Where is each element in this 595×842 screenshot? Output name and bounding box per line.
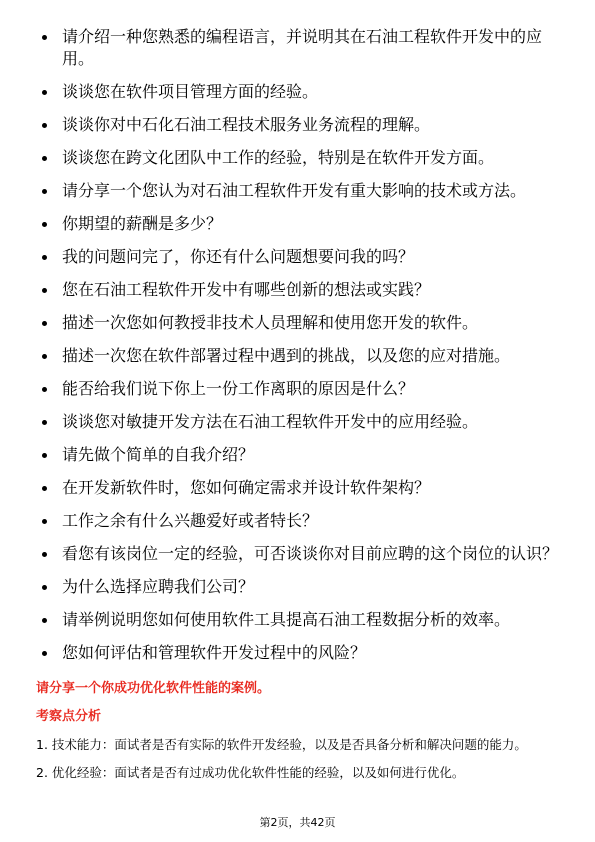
analysis-item: 2. 优化经验：面试者是否有过成功优化软件性能的经验，以及如何进行优化。 bbox=[36, 765, 465, 780]
list-item bbox=[40, 279, 565, 301]
question-text: 请分享一个您认为对石油工程软件开发有重大影响的技术或方法。 bbox=[62, 181, 527, 200]
question-text: 请介绍一种您熟悉的编程语言，并说明其在石油工程软件开发中的应用。 bbox=[62, 27, 543, 68]
list-item bbox=[40, 213, 565, 235]
bullet-icon bbox=[42, 288, 47, 293]
question-text: 为什么选择应聘我们公司？ bbox=[62, 577, 255, 596]
list-item bbox=[40, 543, 565, 565]
bullet-icon bbox=[42, 156, 47, 161]
bullet-icon bbox=[42, 387, 47, 392]
list-item bbox=[40, 642, 565, 664]
question-text: 谈谈您在软件项目管理方面的经验。 bbox=[62, 82, 319, 101]
question-text: 谈谈你对中石化石油工程技术服务业务流程的理解。 bbox=[62, 115, 431, 134]
question-text: 谈谈您在跨文化团队中工作的经验，特别是在软件开发方面。 bbox=[62, 148, 495, 167]
bullet-icon bbox=[42, 90, 47, 95]
interview-question-list bbox=[40, 26, 565, 675]
question-text: 描述一次您在软件部署过程中遇到的挑战，以及您的应对措施。 bbox=[62, 346, 511, 365]
list-item bbox=[40, 114, 565, 136]
bullet-icon bbox=[42, 255, 47, 260]
question-text: 能否给我们说下你上一份工作离职的原因是什么？ bbox=[62, 379, 415, 398]
list-item bbox=[40, 345, 565, 367]
list-item bbox=[40, 576, 565, 598]
list-item bbox=[40, 444, 565, 466]
question-text: 谈谈您对敏捷开发方法在石油工程软件开发中的应用经验。 bbox=[62, 412, 479, 431]
bullet-icon bbox=[42, 189, 47, 194]
bullet-icon bbox=[42, 453, 47, 458]
question-text: 请举例说明您如何使用软件工具提高石油工程数据分析的效率。 bbox=[62, 610, 511, 629]
highlighted-question: 请分享一个你成功优化软件性能的案例。 bbox=[36, 681, 271, 696]
list-item bbox=[40, 180, 565, 202]
list-item bbox=[40, 609, 565, 631]
analysis-section-title: 考察点分析 bbox=[36, 709, 102, 724]
list-item bbox=[40, 510, 565, 532]
bullet-icon bbox=[42, 35, 47, 40]
bullet-icon bbox=[42, 519, 47, 524]
page-number: 第2页，共42页 bbox=[259, 816, 336, 829]
question-text: 请先做个简单的自我介绍？ bbox=[62, 445, 255, 464]
bullet-icon bbox=[42, 354, 47, 359]
list-item bbox=[40, 81, 565, 103]
bullet-icon bbox=[42, 651, 47, 656]
bullet-icon bbox=[42, 552, 47, 557]
bullet-icon bbox=[42, 486, 47, 491]
list-item bbox=[40, 312, 565, 334]
question-text: 您在石油工程软件开发中有哪些创新的想法或实践？ bbox=[62, 280, 431, 299]
bullet-icon bbox=[42, 222, 47, 227]
list-item bbox=[40, 246, 565, 268]
list-item bbox=[40, 411, 565, 433]
bullet-icon bbox=[42, 618, 47, 623]
list-item bbox=[40, 26, 565, 70]
question-text: 在开发新软件时，您如何确定需求并设计软件架构？ bbox=[62, 478, 431, 497]
list-item bbox=[40, 147, 565, 169]
analysis-item: 1. 技术能力：面试者是否有实际的软件开发经验，以及是否具备分析和解决问题的能力。 bbox=[36, 737, 527, 752]
analysis-list bbox=[36, 733, 561, 789]
question-text: 工作之余有什么兴趣爱好或者特长？ bbox=[62, 511, 319, 530]
bullet-icon bbox=[42, 585, 47, 590]
question-text: 我的问题问完了，你还有什么问题想要问我的吗？ bbox=[62, 247, 415, 266]
bullet-icon bbox=[42, 420, 47, 425]
question-text: 你期望的薪酬是多少？ bbox=[62, 214, 223, 233]
list-item bbox=[40, 477, 565, 499]
list-item bbox=[40, 378, 565, 400]
question-text: 看您有该岗位一定的经验，可否谈谈你对目前应聘的这个岗位的认识？ bbox=[62, 544, 559, 563]
bullet-icon bbox=[42, 123, 47, 128]
question-text: 您如何评估和管理软件开发过程中的风险？ bbox=[62, 643, 367, 662]
question-text: 描述一次您如何教授非技术人员理解和使用您开发的软件。 bbox=[62, 313, 479, 332]
bullet-icon bbox=[42, 321, 47, 326]
